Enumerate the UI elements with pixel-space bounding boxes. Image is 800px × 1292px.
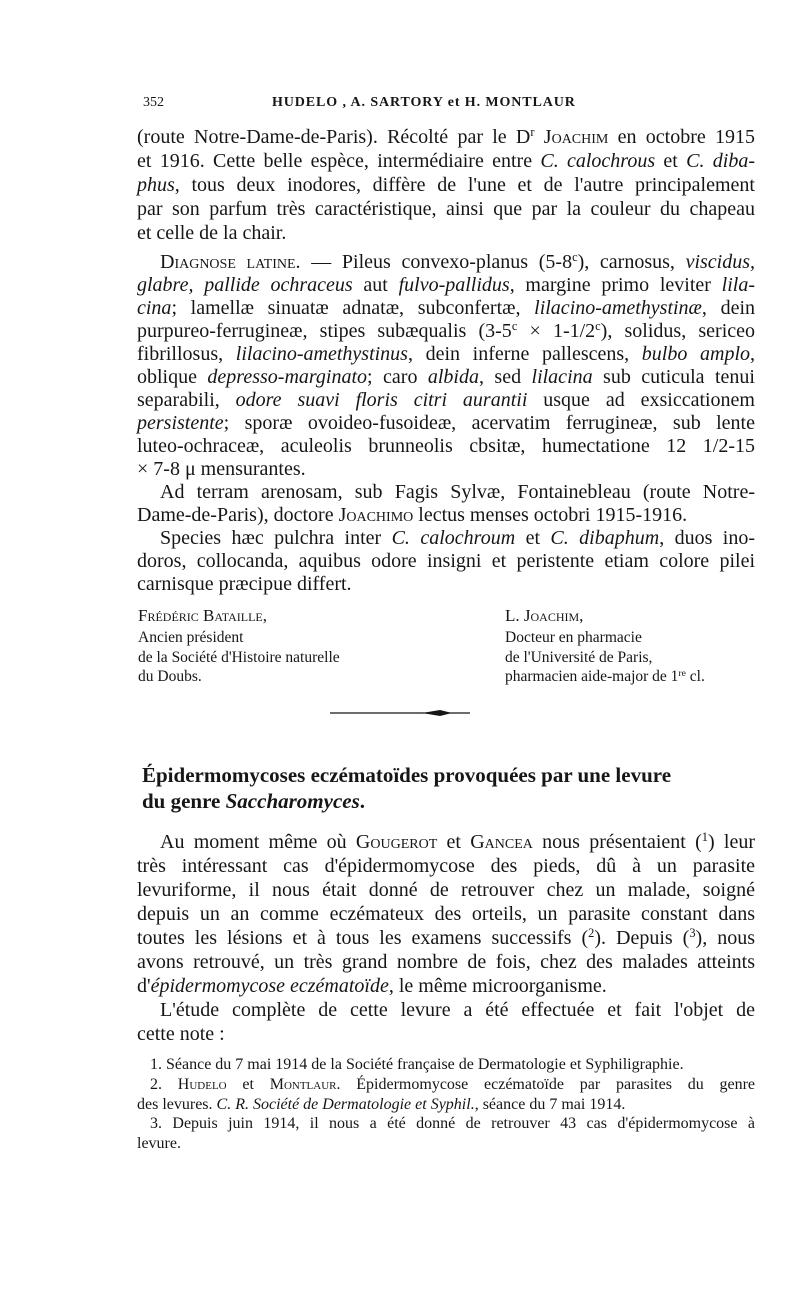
italic-text: C. dibaphum xyxy=(550,527,660,549)
text-run: et xyxy=(515,527,551,549)
line-content xyxy=(505,668,705,685)
text-run: Dame-de-Paris), doctore xyxy=(137,504,339,526)
italic-text: lilacino-amethystinæ xyxy=(534,297,702,319)
text-run: lectus menses octobri 1915-1916. xyxy=(413,504,688,526)
text-line xyxy=(137,527,755,550)
small-caps-text: Joachim xyxy=(534,126,609,148)
text-run: des levures. xyxy=(137,1095,217,1113)
superscript: 1 xyxy=(701,830,708,845)
line-content xyxy=(138,668,202,685)
text-line xyxy=(137,481,755,504)
line-content xyxy=(137,435,755,457)
text-line xyxy=(137,926,755,950)
italic-text: fulvo-pallidus xyxy=(398,274,510,296)
line-content xyxy=(137,174,755,196)
text-run: du genre xyxy=(142,789,226,813)
line-content xyxy=(160,831,755,853)
signature-part xyxy=(138,628,378,687)
signature-part xyxy=(505,628,756,687)
text-run: cl. xyxy=(685,668,705,685)
text-line xyxy=(137,1075,755,1095)
text-line xyxy=(137,251,755,274)
italic-text: épidermomycose eczématoïde xyxy=(150,975,389,997)
italic-text: lila- xyxy=(721,274,755,296)
italic-text: phus xyxy=(137,174,175,196)
text-run: L'étude complète de cette levure a été effectuée et fait l'objet de xyxy=(160,999,755,1021)
text-line xyxy=(137,320,755,343)
text-run: , duos ino- xyxy=(659,527,756,549)
text-line xyxy=(142,762,760,788)
text-line xyxy=(137,550,755,573)
text-run: sub cuticula tenui xyxy=(592,366,755,388)
italic-text: lilacino-amethystinus xyxy=(235,343,408,365)
line-content xyxy=(137,975,607,997)
text-run: Species hæc pulchra inter xyxy=(160,527,392,549)
text-run: toutes les lésions et à tous les examens successifs ( xyxy=(137,927,589,949)
text-line xyxy=(138,667,378,687)
text-line xyxy=(137,998,755,1022)
text-run: carnisque præcipue differt. xyxy=(137,573,352,595)
line-content xyxy=(137,927,755,949)
text-run: levuriforme, il nous était donné de retrouver chez un malade, soigné xyxy=(137,879,755,901)
italic-text: C. R. Société de Dermatologie et Syphil. xyxy=(216,1095,475,1113)
line-content xyxy=(137,126,755,148)
small-caps-text: Frédéric Bataille, xyxy=(138,606,267,625)
continued-paragraph xyxy=(137,125,755,245)
text-run: ), nous xyxy=(695,927,756,949)
italic-text: viscidus, xyxy=(685,251,755,273)
line-content xyxy=(142,789,365,813)
line-content xyxy=(137,855,755,877)
text-run: ). Depuis ( xyxy=(594,927,690,949)
line-content xyxy=(137,1135,181,1152)
small-caps-text: Gougerot xyxy=(355,831,438,853)
signature-part xyxy=(138,605,378,626)
text-run: , margine primo leviter xyxy=(509,274,722,296)
text-line xyxy=(138,628,378,648)
text-run: doros, collocanda, aquibus odore insigni et peristente etiam colore pilei xyxy=(137,550,755,572)
italic-text: Saccharomyces xyxy=(225,789,360,813)
superscript: r xyxy=(530,125,535,140)
text-run: cette note : xyxy=(137,1023,225,1045)
text-run: 3. Depuis juin 1914, il nous a été donné de retrouver 43 cas d'épidermomycose à xyxy=(150,1115,755,1133)
line-content xyxy=(150,1115,755,1132)
small-caps-text: Diagnose latine. xyxy=(160,251,301,273)
text-run: oblique xyxy=(137,366,208,388)
text-run: separabili, xyxy=(137,389,236,411)
line-content xyxy=(137,458,306,480)
text-run: et xyxy=(226,1075,270,1093)
text-line xyxy=(137,274,755,297)
text-run: — Pileus convexo-planus (5-8 xyxy=(300,251,573,273)
line-content xyxy=(137,504,687,526)
line-content xyxy=(505,649,652,666)
text-run: Ad terram arenosam, sub Fagis Sylvæ, Fontainebleau (route Notre- xyxy=(160,481,755,503)
footnotes xyxy=(137,1055,755,1154)
text-line xyxy=(505,628,756,648)
italic-text: C. calochroum xyxy=(391,527,516,549)
text-line xyxy=(137,173,755,197)
line-content xyxy=(505,606,583,625)
text-run: et xyxy=(437,831,471,853)
article-body xyxy=(137,830,755,1046)
small-caps-text: Hudelo xyxy=(177,1075,227,1093)
line-content xyxy=(160,251,755,273)
signature-part xyxy=(505,605,756,626)
paragraph xyxy=(137,251,755,481)
text-run: ; caro xyxy=(367,366,428,388)
text-run: , sed xyxy=(479,366,532,388)
text-run: Au moment même où xyxy=(160,831,356,853)
line-content xyxy=(142,763,671,787)
text-run: Épidermomycoses eczématoïdes provoquées par une levure xyxy=(142,763,672,787)
text-run: , dein xyxy=(701,297,755,319)
paragraph xyxy=(137,481,755,527)
text-run: par son parfum très caractéristique, ainsi que par la couleur du chapeau xyxy=(137,198,755,220)
text-run: de l'Université de Paris, xyxy=(505,648,653,666)
text-line xyxy=(137,1055,755,1075)
text-run: . Épidermomycose eczématoïde par parasites du genre xyxy=(336,1075,756,1093)
line-content xyxy=(138,649,340,666)
text-run: , le même microorganisme. xyxy=(388,975,607,997)
text-line xyxy=(137,412,755,435)
text-line xyxy=(505,667,756,687)
text-run: levure. xyxy=(137,1135,181,1153)
text-run: . xyxy=(359,789,366,813)
italic-text: glabre, pallide ochraceus xyxy=(137,274,353,296)
text-run: ; sporæ ovoideo-fusoideæ, acervatim ferrugineæ, sub lente xyxy=(223,412,755,434)
footnote xyxy=(137,1055,755,1075)
paragraph xyxy=(137,125,755,245)
text-run: pharmacien aide-major de 1 xyxy=(505,668,679,685)
text-run: ) leur xyxy=(707,831,755,853)
text-line xyxy=(137,149,755,173)
text-line xyxy=(137,573,755,596)
line-content xyxy=(137,297,755,319)
text-line xyxy=(137,878,755,902)
text-run: ; lamellæ sinuatæ adnatæ, subconfertæ, xyxy=(171,297,535,319)
text-line xyxy=(137,1134,755,1154)
section-divider-ornament xyxy=(330,708,470,718)
text-run: d' xyxy=(137,975,151,997)
line-content xyxy=(137,198,755,220)
text-line xyxy=(137,1114,755,1134)
line-content xyxy=(138,629,243,646)
text-run: , xyxy=(750,343,755,365)
italic-text: C. calochrous xyxy=(540,150,656,172)
running-title: HUDELO , A. SARTORY et H. MONTLAUR xyxy=(272,95,576,110)
text-run: de la Société d'Histoire naturelle xyxy=(138,648,340,666)
text-run: aut xyxy=(352,274,399,296)
superscript: 3 xyxy=(689,926,696,941)
text-run: × 1-1/2 xyxy=(517,320,596,342)
text-run: ), carnosus, xyxy=(577,251,686,273)
text-line xyxy=(137,974,755,998)
italic-text: bulbo amplo xyxy=(641,343,750,365)
small-caps-text: Montlaur xyxy=(269,1075,337,1093)
text-line xyxy=(137,950,755,974)
superscript: c xyxy=(572,250,578,265)
text-line xyxy=(137,197,755,221)
text-line xyxy=(505,648,756,668)
line-content xyxy=(137,879,755,901)
text-line xyxy=(505,605,756,626)
line-content xyxy=(137,903,755,925)
text-run: 1. Séance du 7 mai 1914 de la Société française de Dermatologie et Syphiligraphie. xyxy=(150,1056,684,1073)
text-run: usque ad exsiccationem xyxy=(527,389,755,411)
small-caps-text: Joachimo xyxy=(338,504,414,526)
line-content xyxy=(137,150,755,172)
line-content xyxy=(137,389,755,411)
signature-joachim xyxy=(505,605,756,687)
text-run: 2. xyxy=(150,1075,178,1093)
line-content xyxy=(137,222,286,244)
page-number: 352 xyxy=(143,95,164,110)
text-line xyxy=(137,458,755,481)
text-run: et 1916. Cette belle espèce, intermédiaire entre xyxy=(137,150,541,172)
latin-diagnosis xyxy=(137,251,755,596)
text-line xyxy=(137,221,755,245)
superscript: c xyxy=(595,319,601,334)
line-content xyxy=(137,320,755,342)
line-content xyxy=(137,573,352,595)
text-run: avons retrouvé, un très grand nombre de fois, chez des malades atteints xyxy=(137,951,755,973)
text-line xyxy=(137,1095,755,1115)
running-header xyxy=(137,93,755,113)
text-run: ), solidus, sericeo xyxy=(600,320,755,342)
text-run: × 7-8 μ mensurantes. xyxy=(137,458,306,480)
text-line xyxy=(137,504,755,527)
line-content xyxy=(160,999,755,1021)
text-run: très intéressant cas d'épidermomycose des pieds, dû à un parasite xyxy=(137,855,755,877)
superscript: re xyxy=(678,667,686,679)
paragraph xyxy=(137,830,755,998)
text-line xyxy=(137,366,755,389)
text-run: , tous deux inodores, diffère de l'une et de l'autre principalement xyxy=(174,174,755,196)
title xyxy=(142,762,760,814)
text-line xyxy=(137,297,755,320)
text-run: , séance du 7 mai 1914. xyxy=(474,1095,626,1113)
text-line xyxy=(138,648,378,668)
text-run: luteo-ochraceæ, aculeolis brunneolis cbsitæ, humectatione 12 1/2-15 xyxy=(137,435,755,457)
small-caps-text: L. Joachim, xyxy=(505,606,584,625)
italic-text: odore suavi floris citri aurantii xyxy=(235,389,528,411)
line-content xyxy=(138,606,267,625)
text-run: et xyxy=(655,150,687,172)
line-content xyxy=(137,550,755,572)
text-line xyxy=(137,125,755,149)
text-run: nous présentaient ( xyxy=(532,831,702,853)
line-content xyxy=(150,1056,684,1073)
paragraph xyxy=(137,527,755,596)
superscript: c xyxy=(511,319,518,334)
small-caps-text: Gancea xyxy=(470,831,533,853)
line-content xyxy=(137,1096,625,1113)
italic-text: C. diba- xyxy=(686,150,755,172)
text-line xyxy=(137,435,755,458)
text-run: purpureo-ferrugineæ, stipes subæqualis (3-5 xyxy=(137,320,512,342)
italic-text: depresso-marginato xyxy=(207,366,368,388)
text-line xyxy=(137,389,755,412)
text-run: Ancien président xyxy=(138,629,244,646)
signature-bataille xyxy=(138,605,378,687)
text-line xyxy=(142,788,760,814)
italic-text: albida xyxy=(427,366,479,388)
text-line xyxy=(138,605,378,626)
text-run: Docteur en pharmacie xyxy=(505,629,642,646)
superscript: 2 xyxy=(588,926,595,941)
text-line xyxy=(137,343,755,366)
line-content xyxy=(137,951,755,973)
line-content xyxy=(160,481,755,503)
footnote xyxy=(137,1075,755,1115)
line-content xyxy=(150,1076,755,1093)
text-run: , dein inferne pallescens, xyxy=(407,343,642,365)
line-content xyxy=(137,343,755,365)
italic-text: persistente xyxy=(137,412,224,434)
text-run: (route Notre-Dame-de-Paris). Récolté par le D xyxy=(137,126,531,148)
line-content xyxy=(137,274,755,296)
line-content xyxy=(505,629,642,646)
text-line xyxy=(137,854,755,878)
line-content xyxy=(160,527,755,549)
footnote xyxy=(137,1114,755,1154)
line-content xyxy=(137,412,755,434)
paragraph xyxy=(137,998,755,1046)
text-line xyxy=(137,1022,755,1046)
line-content xyxy=(137,1023,225,1045)
article-title xyxy=(142,762,760,814)
text-run: et celle de la chair. xyxy=(137,222,287,244)
text-run: en octobre 1915 xyxy=(608,126,755,148)
italic-text: cina xyxy=(137,297,172,319)
italic-text: lilacina xyxy=(531,366,593,388)
text-run: fibrillosus, xyxy=(137,343,236,365)
text-run: depuis un an comme eczémateux des orteils, un parasite constant dans xyxy=(137,903,755,925)
line-content xyxy=(137,366,755,388)
text-line xyxy=(137,902,755,926)
text-run: du Doubs. xyxy=(138,668,202,685)
text-line xyxy=(137,830,755,854)
